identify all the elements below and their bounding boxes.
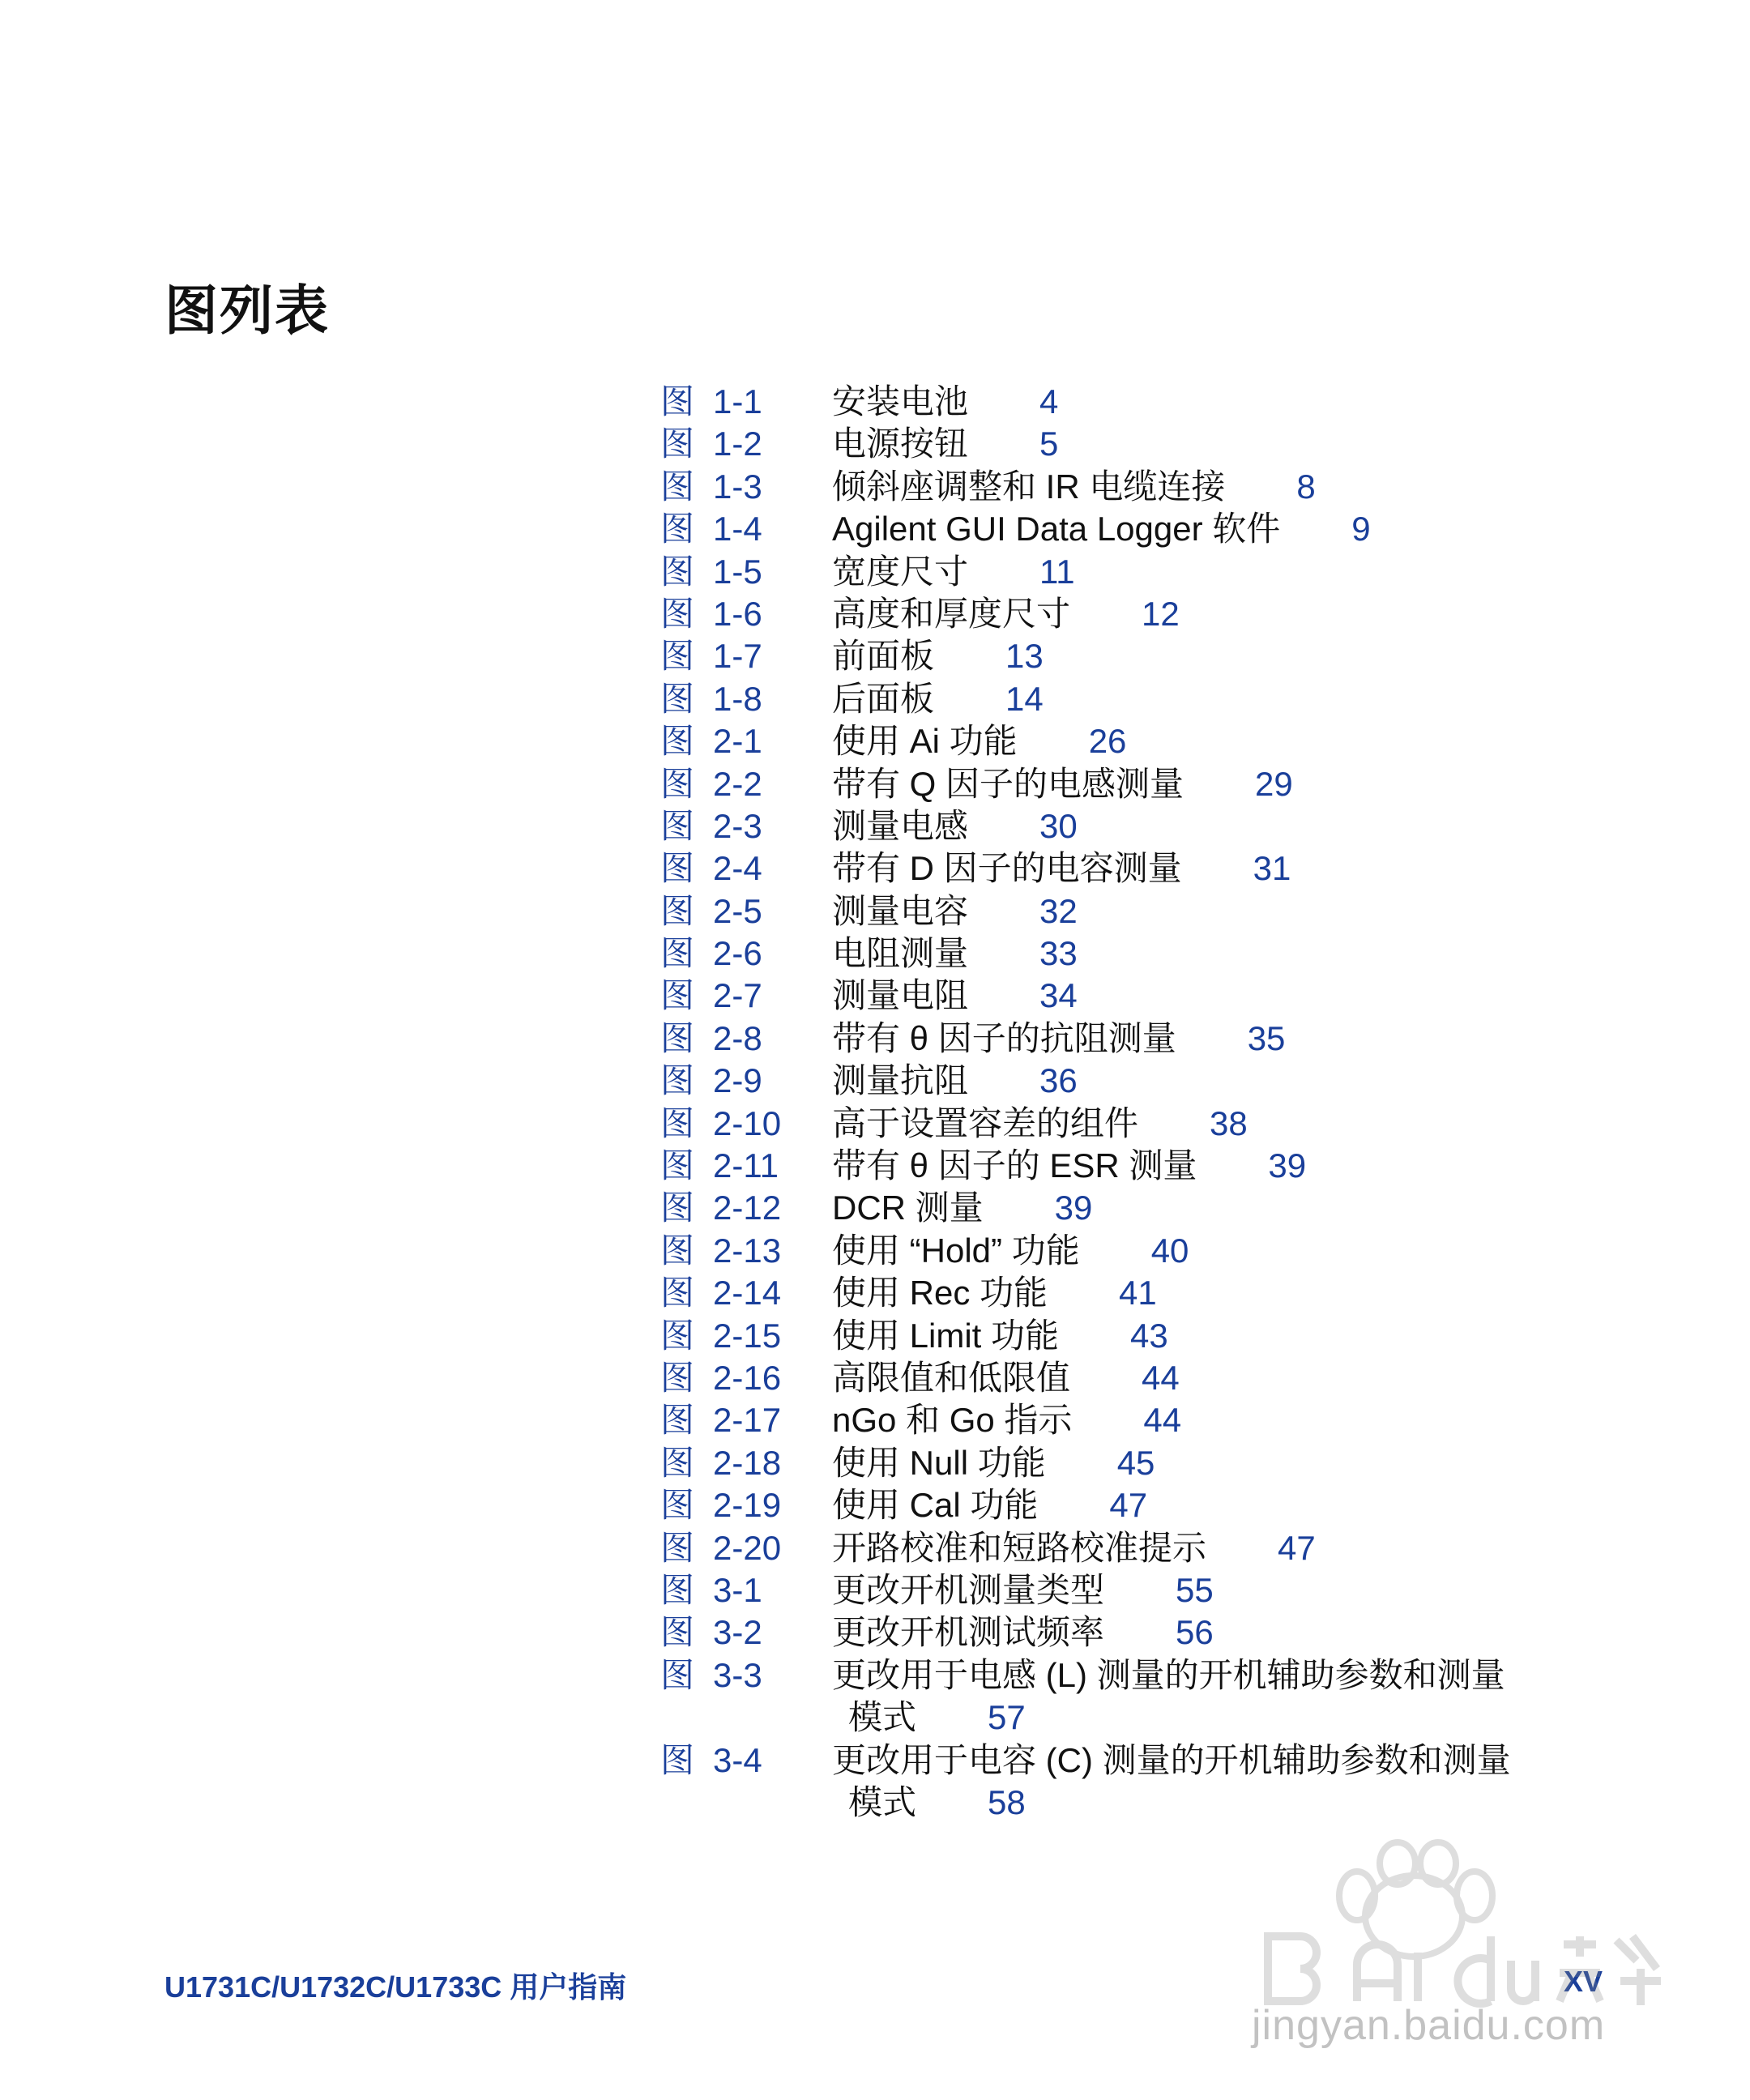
figure-title: 使用 “Hold” 功能 bbox=[832, 1231, 1080, 1270]
figure-title: 电源按钮 bbox=[832, 425, 969, 463]
figure-title: 更改开机测量类型 bbox=[832, 1570, 1105, 1609]
figure-page-number[interactable]: 38 bbox=[1210, 1103, 1248, 1142]
figure-prefix: 图 bbox=[660, 1231, 695, 1270]
figure-list-item[interactable] bbox=[660, 1399, 1633, 1441]
figure-entry bbox=[832, 635, 1561, 677]
figure-entry bbox=[832, 1357, 1561, 1399]
figure-title: 前面板 bbox=[832, 637, 935, 676]
figure-prefix: 图 bbox=[660, 1486, 695, 1525]
figure-number: 2-5 bbox=[713, 891, 762, 930]
figure-title-continuation: 模式 bbox=[848, 1782, 917, 1821]
figure-page-number[interactable]: 4 bbox=[1039, 382, 1059, 420]
footer-page-number: XV bbox=[1564, 1965, 1603, 1998]
figure-number: 2-7 bbox=[713, 976, 762, 1015]
figure-page-number[interactable]: 31 bbox=[1253, 849, 1291, 888]
figure-entry bbox=[832, 1611, 1561, 1654]
figure-title: 带有 θ 因子的 ESR 测量 bbox=[832, 1146, 1197, 1185]
figure-list-item[interactable] bbox=[660, 1357, 1633, 1399]
figure-title: 测量电阻 bbox=[832, 976, 969, 1015]
figure-number: 1-6 bbox=[713, 594, 762, 633]
figure-list-item[interactable] bbox=[660, 1654, 1633, 1739]
figure-title: 更改用于电感 (L) 测量的开机辅助参数和测量 bbox=[832, 1655, 1505, 1694]
figure-number: 2-16 bbox=[713, 1358, 782, 1397]
figure-title: 测量电容 bbox=[832, 891, 969, 930]
figure-entry bbox=[832, 593, 1561, 635]
page-title: 图列表 bbox=[164, 280, 330, 340]
figure-prefix: 图 bbox=[660, 1528, 695, 1567]
figure-title: 使用 Ai 功能 bbox=[832, 722, 1018, 761]
figure-title: 电阻测量 bbox=[832, 934, 969, 973]
figure-list-item[interactable] bbox=[660, 975, 1633, 1017]
figure-entry bbox=[832, 1484, 1561, 1526]
figure-page-number[interactable]: 39 bbox=[1268, 1146, 1307, 1185]
figure-prefix: 图 bbox=[660, 1570, 695, 1609]
figure-title: 测量抗阻 bbox=[832, 1061, 969, 1100]
figure-page-number[interactable]: 13 bbox=[1005, 637, 1044, 676]
figure-prefix: 图 bbox=[660, 637, 695, 676]
figure-prefix: 图 bbox=[660, 1146, 695, 1185]
figure-list-item[interactable] bbox=[660, 763, 1633, 805]
figure-entry bbox=[832, 1399, 1561, 1441]
figure-list-item[interactable] bbox=[660, 890, 1633, 933]
figure-entry bbox=[832, 678, 1561, 720]
figure-entry bbox=[832, 1060, 1561, 1102]
figure-list-item[interactable] bbox=[660, 805, 1633, 847]
figure-page-number[interactable]: 32 bbox=[1039, 891, 1078, 930]
figure-prefix: 图 bbox=[660, 1401, 695, 1440]
figure-number: 2-18 bbox=[713, 1443, 782, 1482]
figure-entry bbox=[832, 1272, 1561, 1314]
figure-title: 更改开机测试频率 bbox=[832, 1613, 1105, 1652]
figure-page-number[interactable]: 40 bbox=[1150, 1231, 1189, 1270]
figure-page-number[interactable]: 55 bbox=[1176, 1570, 1214, 1609]
figure-list-item[interactable] bbox=[660, 1527, 1633, 1569]
figure-number: 2-4 bbox=[713, 849, 762, 888]
figure-number: 2-12 bbox=[713, 1189, 782, 1227]
figure-prefix: 图 bbox=[660, 1740, 695, 1779]
figure-page-number[interactable]: 44 bbox=[1143, 1401, 1182, 1440]
figure-title: nGo 和 Go 指示 bbox=[832, 1401, 1073, 1440]
figure-page-number[interactable]: 57 bbox=[988, 1698, 1026, 1737]
figure-entry bbox=[832, 508, 1561, 550]
figure-number: 1-1 bbox=[713, 382, 762, 420]
figure-title: 倾斜座调整和 IR 电缆连接 bbox=[832, 467, 1226, 506]
figure-prefix: 图 bbox=[660, 552, 695, 591]
watermark-url: jingyan.baidu.com bbox=[1252, 2002, 1606, 2049]
figure-prefix: 图 bbox=[660, 382, 695, 420]
figure-prefix: 图 bbox=[660, 1316, 695, 1355]
figure-title: 高限值和低限值 bbox=[832, 1358, 1071, 1397]
figure-entry bbox=[832, 1187, 1561, 1229]
figure-entry bbox=[832, 1442, 1561, 1484]
figure-number: 2-8 bbox=[713, 1018, 762, 1057]
figure-title: DCR 测量 bbox=[832, 1189, 984, 1227]
figure-number: 1-3 bbox=[713, 467, 762, 506]
figure-entry bbox=[832, 423, 1561, 465]
figure-prefix: 图 bbox=[660, 934, 695, 973]
figure-list-item[interactable] bbox=[660, 466, 1633, 508]
figure-page-number[interactable]: 11 bbox=[1039, 552, 1075, 591]
figure-title: 开路校准和短路校准提示 bbox=[832, 1528, 1207, 1567]
figure-page-number[interactable]: 8 bbox=[1296, 467, 1316, 506]
figure-list-item[interactable] bbox=[660, 1611, 1633, 1654]
figure-prefix: 图 bbox=[660, 1274, 695, 1312]
figure-entry bbox=[832, 805, 1561, 847]
figure-number: 2-1 bbox=[713, 722, 762, 761]
figure-prefix: 图 bbox=[660, 467, 695, 506]
figure-number: 1-2 bbox=[713, 425, 762, 463]
figure-entry bbox=[832, 1315, 1561, 1357]
figure-title: 测量电感 bbox=[832, 806, 969, 845]
figure-page-number[interactable]: 56 bbox=[1176, 1613, 1214, 1652]
figure-number: 2-20 bbox=[713, 1528, 782, 1567]
figure-entry bbox=[832, 551, 1561, 593]
figure-list-item[interactable] bbox=[660, 508, 1633, 550]
figure-page-number[interactable]: 5 bbox=[1039, 425, 1059, 463]
figure-title: 宽度尺寸 bbox=[832, 552, 969, 591]
figure-page-number[interactable]: 29 bbox=[1255, 764, 1293, 803]
figure-entry bbox=[832, 1654, 1561, 1739]
figure-number: 2-17 bbox=[713, 1401, 782, 1440]
figure-number: 3-2 bbox=[713, 1613, 762, 1652]
figure-title: 使用 Rec 功能 bbox=[832, 1274, 1048, 1312]
figure-entry bbox=[832, 1230, 1561, 1272]
figure-number: 1-7 bbox=[713, 637, 762, 676]
figure-number: 1-8 bbox=[713, 679, 762, 718]
figure-prefix: 图 bbox=[660, 764, 695, 803]
figure-prefix: 图 bbox=[660, 510, 695, 548]
figure-page-number[interactable]: 47 bbox=[1278, 1528, 1316, 1567]
figure-title-continuation-line bbox=[832, 1782, 1561, 1824]
figure-prefix: 图 bbox=[660, 891, 695, 930]
figure-list-item[interactable] bbox=[660, 678, 1633, 720]
figure-title: 带有 D 因子的电容测量 bbox=[832, 849, 1182, 888]
figure-title: 高于设置容差的组件 bbox=[832, 1103, 1139, 1142]
figure-entry bbox=[832, 1739, 1561, 1825]
figure-page-number[interactable]: 30 bbox=[1039, 806, 1078, 845]
figure-title: Agilent GUI Data Logger 软件 bbox=[832, 510, 1281, 548]
figure-list-item[interactable] bbox=[660, 1103, 1633, 1145]
figure-page-number[interactable]: 47 bbox=[1109, 1486, 1148, 1525]
figure-prefix: 图 bbox=[660, 1655, 695, 1694]
figure-entry bbox=[832, 1569, 1561, 1611]
figure-number: 3-3 bbox=[713, 1655, 762, 1694]
figure-page-number[interactable]: 43 bbox=[1130, 1316, 1168, 1355]
figure-list-item[interactable] bbox=[660, 381, 1633, 423]
figure-number: 2-19 bbox=[713, 1486, 782, 1525]
footer-manual-title: U1731C/U1732C/U1733C 用户指南 bbox=[164, 1970, 627, 2004]
figure-list-item[interactable] bbox=[660, 1739, 1633, 1825]
figure-entry bbox=[832, 890, 1561, 933]
figure-list bbox=[660, 381, 1633, 1824]
figure-list-item[interactable] bbox=[660, 1187, 1633, 1229]
figure-title-continuation: 模式 bbox=[848, 1698, 917, 1737]
figure-entry bbox=[832, 1145, 1561, 1187]
figure-prefix: 图 bbox=[660, 1103, 695, 1142]
figure-prefix: 图 bbox=[660, 1613, 695, 1652]
figure-list-item[interactable] bbox=[660, 1569, 1633, 1611]
figure-number: 2-13 bbox=[713, 1231, 782, 1270]
figure-title: 带有 θ 因子的抗阻测量 bbox=[832, 1018, 1176, 1057]
figure-list-item[interactable] bbox=[660, 1018, 1633, 1060]
figure-number: 3-1 bbox=[713, 1570, 762, 1609]
figure-page-number[interactable]: 45 bbox=[1116, 1443, 1155, 1482]
figure-list-item[interactable] bbox=[660, 1315, 1633, 1357]
figure-page-number[interactable]: 34 bbox=[1039, 976, 1078, 1015]
figure-number: 2-14 bbox=[713, 1274, 782, 1312]
figure-title: 后面板 bbox=[832, 679, 935, 718]
figure-prefix: 图 bbox=[660, 806, 695, 845]
figure-list-item[interactable] bbox=[660, 551, 1633, 593]
figure-page-number[interactable]: 58 bbox=[988, 1782, 1026, 1821]
figure-entry bbox=[832, 381, 1561, 423]
figure-prefix: 图 bbox=[660, 976, 695, 1015]
figure-prefix: 图 bbox=[660, 1358, 695, 1397]
figure-prefix: 图 bbox=[660, 679, 695, 718]
figure-number: 2-11 bbox=[713, 1146, 779, 1185]
figure-page-number[interactable]: 12 bbox=[1142, 594, 1180, 633]
figure-page-number[interactable]: 33 bbox=[1039, 934, 1078, 973]
figure-entry bbox=[832, 720, 1561, 762]
figure-number: 3-4 bbox=[713, 1740, 762, 1779]
figure-prefix: 图 bbox=[660, 722, 695, 761]
figure-entry bbox=[832, 933, 1561, 975]
figure-list-item[interactable] bbox=[660, 720, 1633, 762]
figure-list-item[interactable] bbox=[660, 847, 1633, 890]
figure-list-item[interactable] bbox=[660, 1272, 1633, 1314]
figure-entry bbox=[832, 847, 1561, 890]
figure-number: 2-9 bbox=[713, 1061, 762, 1100]
figure-list-item[interactable] bbox=[660, 1230, 1633, 1272]
figure-title-continuation-line bbox=[832, 1697, 1561, 1739]
figure-page-number[interactable]: 35 bbox=[1247, 1018, 1286, 1057]
figure-number: 2-10 bbox=[713, 1103, 782, 1142]
figure-entry bbox=[832, 975, 1561, 1017]
figure-page-number[interactable]: 14 bbox=[1005, 679, 1044, 718]
figure-prefix: 图 bbox=[660, 849, 695, 888]
figure-prefix: 图 bbox=[660, 594, 695, 633]
figure-list-item[interactable] bbox=[660, 593, 1633, 635]
figure-number: 2-6 bbox=[713, 934, 762, 973]
figure-page-number[interactable]: 44 bbox=[1142, 1358, 1180, 1397]
figure-list-item[interactable] bbox=[660, 1145, 1633, 1187]
figure-entry bbox=[832, 1103, 1561, 1145]
figure-list-item[interactable] bbox=[660, 933, 1633, 975]
figure-page-number[interactable]: 26 bbox=[1088, 722, 1127, 761]
figure-list-item[interactable] bbox=[660, 423, 1633, 465]
figure-entry bbox=[832, 1018, 1561, 1060]
figure-list-item[interactable] bbox=[660, 1484, 1633, 1526]
figure-list-item[interactable] bbox=[660, 1060, 1633, 1102]
figure-prefix: 图 bbox=[660, 425, 695, 463]
figure-number: 2-15 bbox=[713, 1316, 782, 1355]
figure-number: 2-2 bbox=[713, 764, 762, 803]
figure-number: 1-5 bbox=[713, 552, 762, 591]
figure-entry bbox=[832, 763, 1561, 805]
figure-number: 1-4 bbox=[713, 510, 762, 548]
figure-prefix: 图 bbox=[660, 1061, 695, 1100]
figure-title: 带有 Q 因子的电感测量 bbox=[832, 764, 1184, 803]
figure-title: 高度和厚度尺寸 bbox=[832, 594, 1071, 633]
figure-title: 使用 Cal 功能 bbox=[832, 1486, 1039, 1525]
figure-entry bbox=[832, 1527, 1561, 1569]
figure-number: 2-3 bbox=[713, 806, 762, 845]
figure-prefix: 图 bbox=[660, 1443, 695, 1482]
figure-page-number[interactable]: 9 bbox=[1351, 510, 1371, 548]
figure-title: 使用 Null 功能 bbox=[832, 1443, 1046, 1482]
figure-title: 安装电池 bbox=[832, 382, 969, 420]
figure-page-number[interactable]: 41 bbox=[1119, 1274, 1157, 1312]
figure-page-number[interactable]: 36 bbox=[1039, 1061, 1078, 1100]
figure-page-number[interactable]: 39 bbox=[1054, 1189, 1093, 1227]
figure-title: 使用 Limit 功能 bbox=[832, 1316, 1060, 1355]
figure-list-item[interactable] bbox=[660, 1442, 1633, 1484]
figure-entry bbox=[832, 466, 1561, 508]
figure-title: 更改用于电容 (C) 测量的开机辅助参数和测量 bbox=[832, 1740, 1511, 1779]
figure-prefix: 图 bbox=[660, 1018, 695, 1057]
figure-prefix: 图 bbox=[660, 1189, 695, 1227]
figure-list-item[interactable] bbox=[660, 635, 1633, 677]
